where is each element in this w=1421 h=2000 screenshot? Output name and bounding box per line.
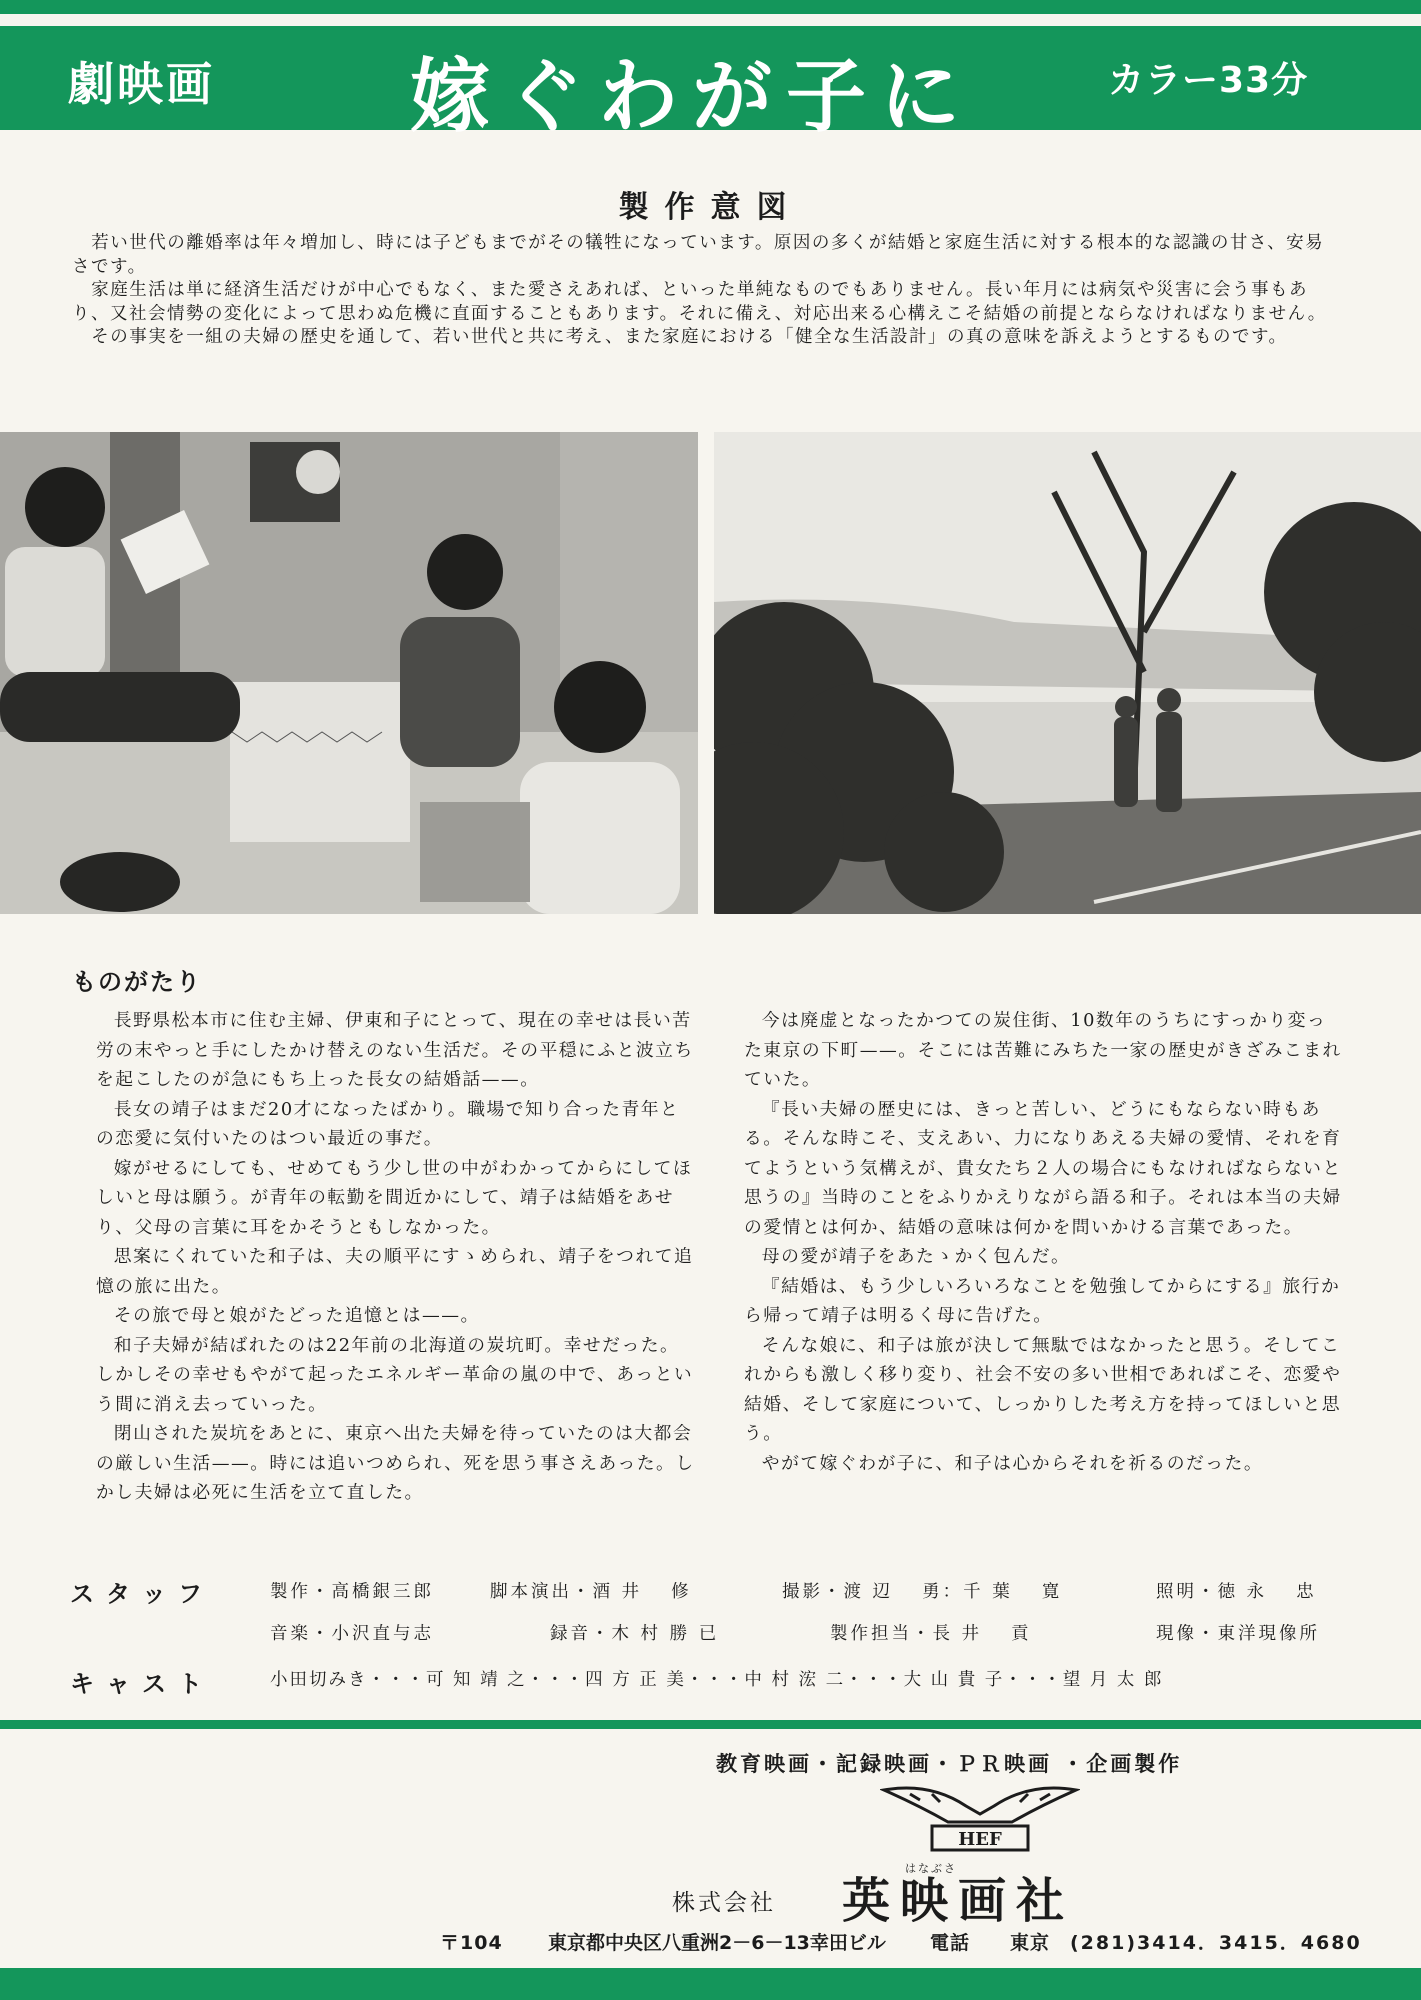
cast-list: 小田切みき・・・可 知 靖 之・・・四 方 正 美・・・中 村 浤 二・・・大 山 貴 子・・・望 月 太 郎 bbox=[270, 1670, 1164, 1690]
services-line: 教育映画・記録映画・ＰＲ映画 ・企画製作 bbox=[716, 1752, 1183, 1776]
story-paragraph: 閉山された炭坑をあとに、東京へ出た夫婦を待っていたのは大都会の厳しい生活——。時には追いつめられ、死を思う事さえあった。しかし夫婦は必死に生活を立て直した。 bbox=[96, 1423, 695, 1503]
story-paragraph: その旅で母と娘がたどった追憶とは——。 bbox=[113, 1305, 480, 1326]
top-rule bbox=[0, 0, 1421, 14]
story-paragraph: 嫁がせるにしても、せめてもう少し世の中がわかってからにしてほしいと母は願う。が青年の転勤を間近かにして、靖子は結婚をあせり、父母の言葉に耳をかそうともしなかった。 bbox=[96, 1157, 693, 1238]
story-paragraph: やがて嫁ぐわが子に、和子は心からそれを祈るのだった。 bbox=[761, 1452, 1264, 1474]
story-heading: ものがたり bbox=[72, 968, 202, 996]
story-paragraph: 和子夫婦が結ばれたのは22年前の北海道の炭坑町。幸せだった。しかしその幸せもやがて起ったエネルギー革命の嵐の中で、あっという間に消え去っていった。 bbox=[96, 1334, 694, 1415]
story-paragraph: 長女の靖子はまだ20才になったばかり。職場で知り合った青年との恋愛に気付いたのはつい最近の事だ。 bbox=[96, 1098, 680, 1149]
company-name: 英映画社 bbox=[842, 1873, 1075, 1929]
tel-label: 電話 bbox=[930, 1932, 971, 1954]
staff-credit: 脚本演出・酒 井 修 bbox=[490, 1582, 692, 1602]
staff-credit: 現像・東洋現像所 bbox=[1156, 1624, 1320, 1644]
story-right-column bbox=[744, 1006, 1344, 1478]
story-paragraph: 『長い夫婦の歴史には、きっと苦しい、どうにもならない時もある。そんな時こそ、支えあい、力になりあえる夫婦の愛情、それを育てようという気構えが、貴女たち２人の場合にもなければならないと思うの』当時のことをふりかえりながら語る和子。それは本当の夫婦の愛情とは何か、結婚の意味は何かを問いかける言葉であった。 bbox=[744, 1098, 1342, 1238]
header-band bbox=[0, 26, 1421, 143]
staff-credit: 録音・木 村 勝 已 bbox=[550, 1624, 720, 1644]
company-prefix: 株式会社 bbox=[672, 1890, 776, 1916]
staff-credit: 撮影・渡 辺 勇：千 葉 寛 bbox=[782, 1582, 1063, 1602]
footer-rule bbox=[0, 1720, 1421, 1729]
genre-label: 劇映画 bbox=[68, 57, 215, 111]
cast-heading: キャスト bbox=[70, 1670, 214, 1698]
intent-heading: 製作意図 bbox=[618, 190, 803, 225]
story-paragraph: 長野県松本市に住む主婦、伊東和子にとって、現在の幸せは長い苦労の末やっと手にしたかけ替えのない生活だ。その平穏にふと波立ちを起こしたのが急にもち上った長女の結婚話——。 bbox=[96, 1010, 694, 1090]
tel-city: 東京 bbox=[1010, 1932, 1051, 1954]
family-photo bbox=[0, 432, 698, 914]
tel-numbers: (281)3414．3415．4680 bbox=[1070, 1932, 1362, 1954]
duration-label: カラー33分 bbox=[1108, 60, 1309, 101]
intent-paragraph: 若い世代の離婚率は年々増加し、時には子どもまでがその犠牲になっています。原因の多くが結婚と家庭生活に対する根本的な認識の甘さ、安易さです。 bbox=[72, 233, 1325, 277]
story-paragraph: 思案にくれていた和子は、夫の順平にすゝめられ、靖子をつれて追憶の旅に出た。 bbox=[96, 1246, 694, 1297]
company-ruby: はなぶさ bbox=[905, 1862, 957, 1875]
story-paragraph: 『結婚は、もう少しいろいろなことを勉強してからにする』旅行から帰って靖子は明るく母に告げた。 bbox=[744, 1275, 1341, 1326]
story-paragraph: そんな娘に、和子は旅が決して無駄ではなかったと思う。そしてこれからも激しく移り変り、社会不安の多い世相であればこそ、恋愛や結婚、そして家庭について、しっかりした考え方を持ってほしいと思う。 bbox=[744, 1334, 1342, 1444]
intent-body bbox=[72, 232, 1342, 350]
intent-paragraph: その事実を一組の夫婦の歴史を通して、若い世代と共に考え、また家庭における「健全な生活設計」の真の意味を訴えようとするものです。 bbox=[91, 327, 1288, 347]
logo-text: HEF bbox=[958, 1829, 1002, 1850]
staff-heading: スタッフ bbox=[70, 1580, 214, 1608]
film-title: 嫁ぐわが子に bbox=[410, 50, 974, 143]
intent-paragraph: 家庭生活は単に経済生活だけが中心でもなく、また愛さえあれば、といった単純なものでもありません。長い年月には病気や災害に会う事もあり、又社会情勢の変化によって思わぬ危機に直面することもあります。それに備え、対応出来る心構えこそ結婚の前提とならなければなりません。 bbox=[72, 280, 1327, 324]
bottom-rule bbox=[0, 1968, 1421, 2000]
story-paragraph: 今は廃虚となったかつての炭住街、10数年のうちにすっかり変った東京の下町——。そこには苦難にみちた一家の歴史がきざみこまれていた。 bbox=[744, 1010, 1342, 1090]
story-left-column bbox=[96, 1006, 696, 1508]
postal-code: 〒104 bbox=[440, 1932, 503, 1954]
company-address: 東京都中央区八重洲2－6－13幸田ビル bbox=[548, 1932, 886, 1954]
staff-credit: 音楽・小沢直与志 bbox=[270, 1624, 434, 1644]
staff-credit: 製作・高橋銀三郎 bbox=[270, 1582, 434, 1602]
story-paragraph: 母の愛が靖子をあたゝかく包んだ。 bbox=[761, 1246, 1071, 1267]
lake-photo bbox=[714, 432, 1421, 914]
staff-credit: 照明・徳 永 忠 bbox=[1156, 1582, 1317, 1602]
company-logo bbox=[880, 1780, 1080, 1860]
staff-credit: 製作担当・長 井 貢 bbox=[830, 1624, 1032, 1644]
